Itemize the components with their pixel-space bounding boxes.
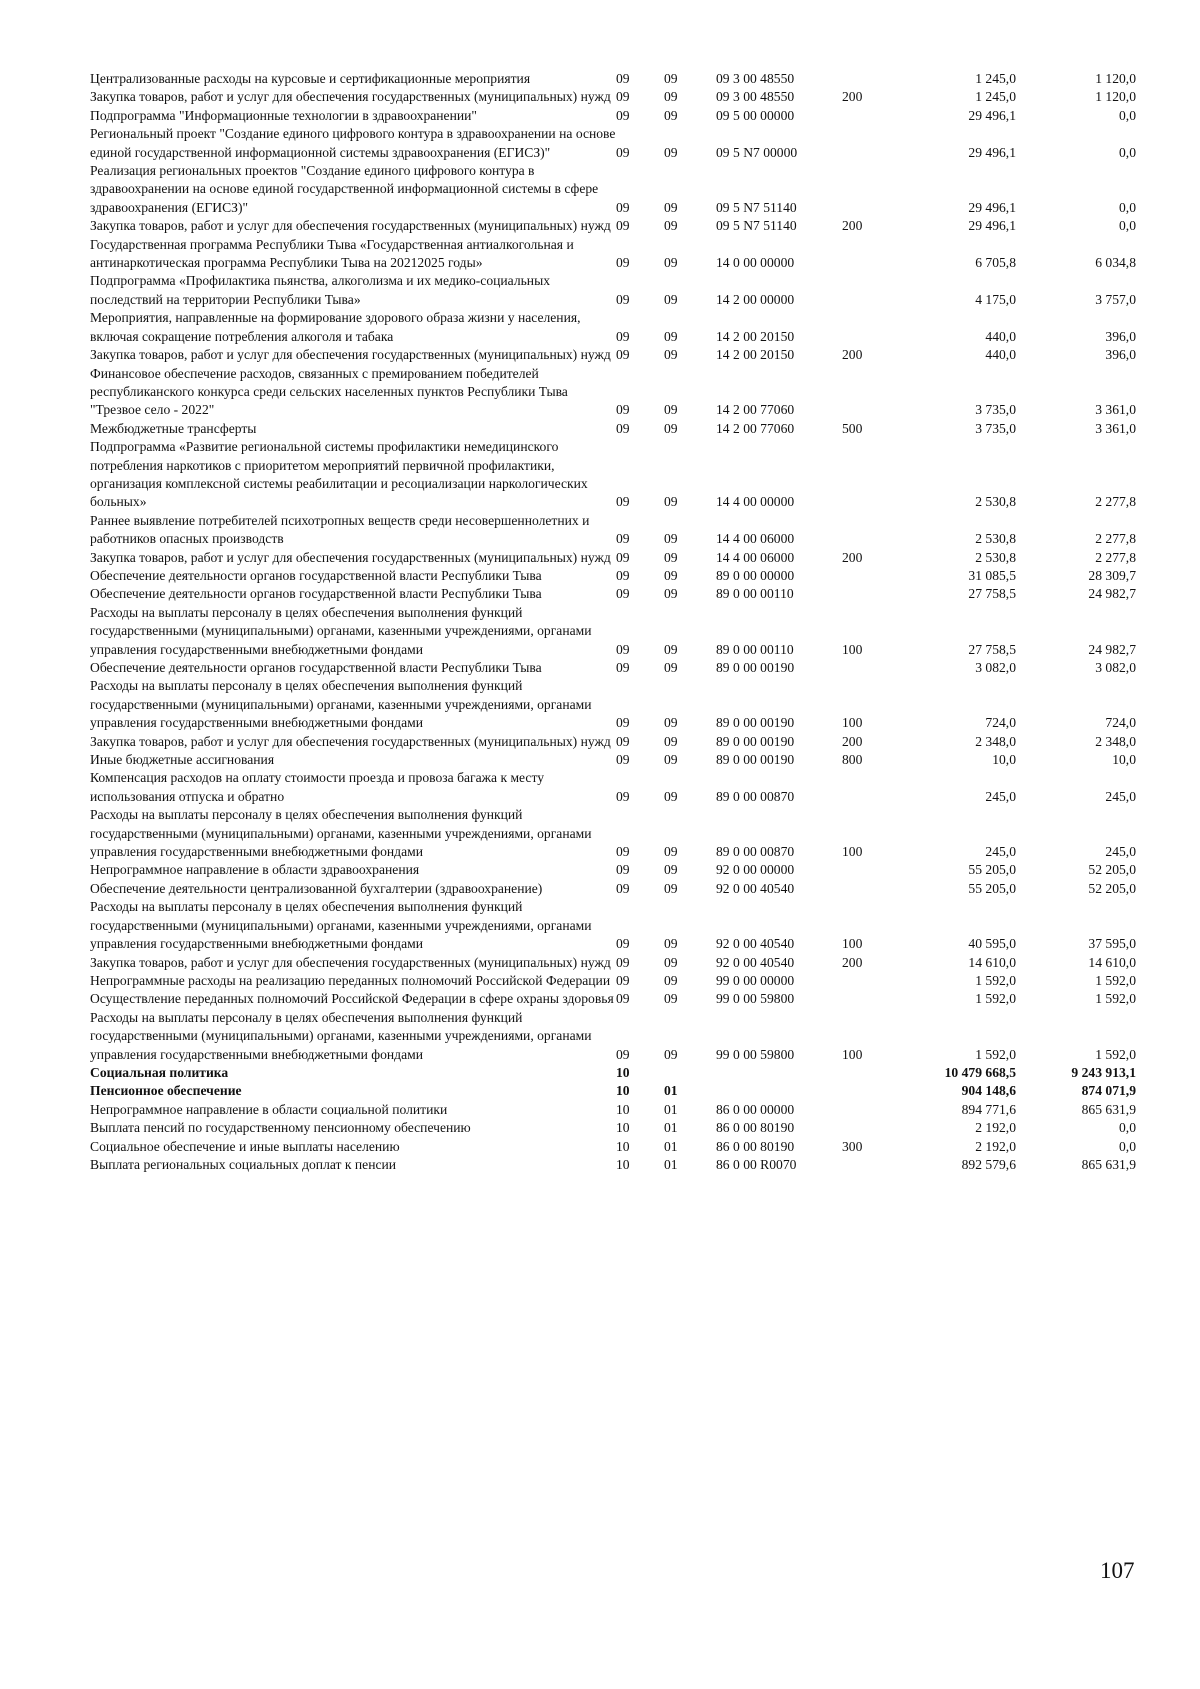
row-subsection: 09 [664, 586, 678, 602]
row-name: Выплата региональных социальных доплат к пенсии [90, 1156, 397, 1172]
row-expense-type [842, 365, 896, 420]
table-row [90, 309, 1136, 346]
row-section: 10 [616, 1138, 630, 1154]
row-target-article: 89 0 00 00190 [716, 752, 795, 768]
table-row [90, 420, 1136, 438]
row-amount-year-2: 3 361,0 [1095, 420, 1136, 436]
row-name: Финансовое обеспечение расходов, связанных с премированием победителей республиканского конкурса среди сельских населенных пунктов Республики Тыва "Трезвое село - 2022" [90, 365, 568, 418]
row-target-article [716, 1064, 842, 1082]
row-name: Расходы на выплаты персоналу в целях обеспечения выполнения функций государственными (муниципальными) органами, казенными учреждениями, органами управления государственными внебюджетными фондами [90, 807, 592, 860]
row-amount-year-1: 29 496,1 [968, 218, 1016, 234]
row-subsection: 01 [664, 1083, 678, 1099]
row-expense-type [842, 125, 896, 162]
row-amount-year-2: 3 757,0 [1095, 291, 1136, 307]
table-row [90, 365, 1136, 420]
row-amount-year-1: 27 758,5 [968, 586, 1016, 602]
row-amount-year-2: 52 205,0 [1088, 880, 1136, 896]
row-name: Закупка товаров, работ и услуг для обеспечения государственных (муниципальных) нужд [90, 733, 611, 749]
row-name: Непрограммное направление в области социальной политики [90, 1101, 448, 1117]
row-expense-type: 200 [842, 218, 863, 234]
row-amount-year-1: 440,0 [985, 347, 1016, 363]
row-target-article: 14 2 00 77060 [716, 420, 795, 436]
row-name: Закупка товаров, работ и услуг для обеспечения государственных (муниципальных) нужд [90, 954, 611, 970]
row-target-article: 09 5 N7 00000 [716, 144, 798, 160]
row-amount-year-1: 2 530,8 [975, 494, 1016, 510]
row-name: Расходы на выплаты персоналу в целях обеспечения выполнения функций государственными (муниципальными) органами, казенными учреждениями, органами управления государственными внебюджетными фондами [90, 899, 592, 952]
row-amount-year-2: 10,0 [1112, 752, 1136, 768]
table-row [90, 162, 1136, 217]
row-subsection [664, 1064, 716, 1082]
row-subsection: 09 [664, 402, 678, 418]
row-amount-year-1: 6 705,8 [975, 255, 1016, 271]
row-expense-type: 200 [842, 549, 863, 565]
table-row [90, 604, 1136, 659]
row-name: Расходы на выплаты персоналу в целях обеспечения выполнения функций государственными (муниципальными) органами, казенными учреждениями, органами управления государственными внебюджетными фондами [90, 678, 592, 731]
row-amount-year-1: 724,0 [985, 715, 1016, 731]
row-amount-year-2: 2 277,8 [1095, 494, 1136, 510]
row-expense-type [842, 438, 896, 512]
row-subsection: 09 [664, 752, 678, 768]
row-subsection: 09 [664, 660, 678, 675]
row-amount-year-1: 3 735,0 [975, 402, 1016, 418]
row-target-article: 89 0 00 00190 [716, 660, 795, 675]
table-row [90, 70, 1136, 88]
row-name: Социальная политика [90, 1064, 229, 1080]
row-expense-type [842, 1101, 896, 1119]
row-expense-type [842, 272, 896, 309]
table-row [90, 107, 1136, 125]
row-amount-year-2: 1 120,0 [1095, 89, 1136, 105]
row-expense-type [842, 236, 896, 273]
table-row [90, 236, 1136, 273]
row-subsection: 09 [664, 347, 678, 363]
table-row [90, 217, 1136, 235]
row-subsection: 09 [664, 862, 678, 878]
row-amount-year-2: 24 982,7 [1088, 641, 1136, 657]
row-amount-year-2: 24 982,7 [1088, 586, 1136, 602]
row-amount-year-1: 2 348,0 [975, 733, 1016, 749]
row-expense-type: 200 [842, 733, 863, 749]
row-amount-year-2: 2 277,8 [1095, 531, 1136, 547]
row-section: 09 [616, 844, 630, 860]
row-section: 09 [616, 641, 630, 657]
row-amount-year-1: 40 595,0 [968, 936, 1016, 952]
row-amount-year-1: 27 758,5 [968, 641, 1016, 657]
row-section: 09 [616, 107, 630, 123]
row-amount-year-2: 0,0 [1119, 1138, 1136, 1154]
row-expense-type [842, 990, 896, 1008]
table-row [90, 1101, 1136, 1119]
row-target-article: 14 4 00 06000 [716, 531, 795, 547]
row-target-article: 89 0 00 00110 [716, 586, 794, 602]
row-section: 10 [616, 1156, 630, 1172]
row-amount-year-1: 2 530,8 [975, 531, 1016, 547]
row-expense-type [842, 1119, 896, 1137]
row-amount-year-1: 4 175,0 [975, 291, 1016, 307]
row-target-article: 09 3 00 48550 [716, 71, 795, 86]
row-section: 09 [616, 991, 630, 1007]
row-section: 09 [616, 549, 630, 565]
row-amount-year-1: 904 148,6 [961, 1083, 1016, 1099]
row-expense-type [842, 1064, 896, 1082]
row-target-article: 89 0 00 00870 [716, 788, 795, 804]
row-amount-year-2: 28 309,7 [1088, 567, 1136, 583]
row-target-article [716, 1082, 842, 1100]
row-name: Расходы на выплаты персоналу в целях обеспечения выполнения функций государственными (муниципальными) органами, казенными учреждениями, органами управления государственными внебюджетными фондами [90, 1009, 592, 1062]
row-target-article: 89 0 00 00870 [716, 844, 795, 860]
row-amount-year-1: 10 479 668,5 [944, 1064, 1016, 1080]
row-target-article: 92 0 00 00000 [716, 862, 795, 878]
row-expense-type: 100 [842, 844, 863, 860]
table-row [90, 880, 1136, 898]
row-subsection: 01 [664, 1138, 678, 1154]
table-row [90, 549, 1136, 567]
row-name: Расходы на выплаты персоналу в целях обеспечения выполнения функций государственными (муниципальными) органами, казенными учреждениями, органами управления государственными внебюджетными фондами [90, 604, 592, 657]
row-name: Раннее выявление потребителей психотропных веществ среди несовершеннолетних и работников опасных производств [90, 512, 590, 547]
row-subsection: 09 [664, 328, 678, 344]
row-section: 09 [616, 347, 630, 363]
row-amount-year-1: 245,0 [985, 844, 1016, 860]
row-target-article: 14 0 00 00000 [716, 255, 795, 271]
row-target-article: 99 0 00 00000 [716, 972, 795, 988]
row-section: 09 [616, 715, 630, 731]
table-row [90, 769, 1136, 806]
row-name: Выплата пенсий по государственному пенсионному обеспечению [90, 1120, 471, 1136]
row-amount-year-2: 1 120,0 [1095, 71, 1136, 86]
row-section: 09 [616, 586, 630, 602]
row-amount-year-1: 2 530,8 [975, 549, 1016, 565]
row-name: Закупка товаров, работ и услуг для обеспечения государственных (муниципальных) нужд [90, 549, 611, 565]
row-section: 10 [616, 1101, 630, 1117]
row-amount-year-2: 245,0 [1105, 844, 1136, 860]
row-section: 09 [616, 144, 630, 160]
row-target-article: 89 0 00 00190 [716, 715, 795, 731]
row-subsection: 09 [664, 89, 678, 105]
table-row [90, 567, 1136, 585]
row-amount-year-1: 2 192,0 [975, 1120, 1016, 1136]
row-amount-year-1: 29 496,1 [968, 107, 1016, 123]
row-expense-type: 100 [842, 1046, 863, 1062]
row-target-article: 14 2 00 77060 [716, 402, 795, 418]
row-expense-type [842, 972, 896, 990]
row-section: 09 [616, 199, 630, 215]
row-amount-year-1: 1 592,0 [975, 972, 1016, 988]
row-subsection: 09 [664, 844, 678, 860]
row-target-article: 99 0 00 59800 [716, 991, 795, 1007]
row-amount-year-2: 396,0 [1105, 328, 1136, 344]
row-section: 09 [616, 402, 630, 418]
row-expense-type: 300 [842, 1138, 863, 1154]
row-name: Государственная программа Республики Тыва «Государственная антиалкогольная и антинаркотическая программа Республики Тыва на 20212025 годы» [90, 236, 574, 271]
row-name: Реализация региональных проектов "Создание единого цифрового контура в здравоохранении на основе единой государственной информационной системы в сфере здравоохранения (ЕГИСЗ)" [90, 163, 599, 215]
row-amount-year-2: 865 631,9 [1081, 1156, 1136, 1172]
row-name: Обеспечение деятельности централизованной бухгалтерии (здравоохранение) [90, 880, 543, 896]
row-amount-year-2: 3 082,0 [1095, 660, 1136, 675]
row-section: 09 [616, 880, 630, 896]
row-expense-type: 100 [842, 715, 863, 731]
row-expense-type: 200 [842, 954, 863, 970]
row-amount-year-2: 1 592,0 [1095, 991, 1136, 1007]
row-section: 10 [616, 1064, 630, 1080]
row-subsection: 09 [664, 199, 678, 215]
row-target-article: 09 5 N7 51140 [716, 199, 797, 215]
row-section: 09 [616, 531, 630, 547]
row-subsection: 09 [664, 641, 678, 657]
row-subsection: 09 [664, 715, 678, 731]
row-amount-year-1: 245,0 [985, 788, 1016, 804]
table-row [90, 585, 1136, 603]
table-row [90, 1064, 1136, 1082]
row-amount-year-2: 0,0 [1119, 218, 1136, 234]
row-subsection: 09 [664, 218, 678, 234]
row-name: Межбюджетные трансферты [90, 420, 257, 436]
row-name: Иные бюджетные ассигнования [90, 752, 275, 768]
row-expense-type [842, 659, 896, 677]
row-amount-year-1: 894 771,6 [961, 1101, 1016, 1117]
row-amount-year-2: 1 592,0 [1095, 972, 1136, 988]
row-target-article: 89 0 00 00190 [716, 733, 795, 749]
table-row [90, 1138, 1136, 1156]
row-section: 09 [616, 1046, 630, 1062]
row-section: 09 [616, 567, 630, 583]
table-row [90, 1119, 1136, 1137]
row-section: 09 [616, 328, 630, 344]
row-subsection: 09 [664, 531, 678, 547]
row-amount-year-1: 29 496,1 [968, 199, 1016, 215]
table-row [90, 346, 1136, 364]
row-name: Региональный проект "Создание единого цифрового контура в здравоохранении на основе единой государственной информационной системы здравоохранения (ЕГИСЗ)" [90, 126, 616, 160]
table-row [90, 954, 1136, 972]
budget-table [90, 70, 1136, 1174]
row-target-article: 92 0 00 40540 [716, 936, 795, 952]
row-subsection: 09 [664, 991, 678, 1007]
table-row [90, 512, 1136, 549]
row-amount-year-2: 865 631,9 [1081, 1101, 1136, 1117]
table-row [90, 990, 1136, 1008]
table-row [90, 898, 1136, 953]
row-name: Обеспечение деятельности органов государственной власти Республики Тыва [90, 586, 542, 602]
row-subsection: 09 [664, 549, 678, 565]
row-section: 10 [616, 1120, 630, 1136]
row-expense-type: 200 [842, 89, 863, 105]
row-expense-type: 100 [842, 936, 863, 952]
row-section: 09 [616, 218, 630, 234]
row-amount-year-1: 3 082,0 [975, 660, 1016, 675]
row-subsection: 01 [664, 1120, 678, 1136]
row-subsection: 09 [664, 567, 678, 583]
row-amount-year-2: 3 361,0 [1095, 402, 1136, 418]
row-section: 09 [616, 255, 630, 271]
row-subsection: 09 [664, 494, 678, 510]
row-subsection: 01 [664, 1156, 678, 1172]
row-amount-year-1: 440,0 [985, 328, 1016, 344]
row-target-article: 14 4 00 00000 [716, 494, 795, 510]
row-name: Закупка товаров, работ и услуг для обеспечения государственных (муниципальных) нужд [90, 89, 611, 105]
row-expense-type: 800 [842, 752, 863, 768]
row-amount-year-2: 724,0 [1105, 715, 1136, 731]
row-amount-year-2: 37 595,0 [1088, 936, 1136, 952]
row-name: Социальное обеспечение и иные выплаты населению [90, 1138, 400, 1154]
row-section: 10 [616, 1083, 630, 1099]
row-expense-type [842, 880, 896, 898]
row-amount-year-2: 245,0 [1105, 788, 1136, 804]
row-amount-year-2: 9 243 913,1 [1071, 1064, 1136, 1080]
row-expense-type [842, 1082, 896, 1100]
table-row [90, 861, 1136, 879]
row-section: 09 [616, 291, 630, 307]
table-row [90, 972, 1136, 990]
table-row [90, 1082, 1136, 1100]
row-expense-type [842, 861, 896, 879]
row-subsection: 09 [664, 880, 678, 896]
row-name: Обеспечение деятельности органов государственной власти Республики Тыва [90, 567, 542, 583]
row-section: 09 [616, 660, 630, 675]
row-amount-year-2: 2 277,8 [1095, 549, 1136, 565]
row-target-article: 14 2 00 20150 [716, 347, 795, 363]
row-name: Непрограммное направление в области здравоохранения [90, 862, 420, 878]
row-amount-year-2: 6 034,8 [1095, 255, 1136, 271]
table-row [90, 1156, 1136, 1174]
row-subsection: 09 [664, 291, 678, 307]
row-name: Закупка товаров, работ и услуг для обеспечения государственных (муниципальных) нужд [90, 218, 611, 234]
row-subsection: 09 [664, 107, 678, 123]
row-subsection: 09 [664, 788, 678, 804]
row-target-article: 89 0 00 00000 [716, 567, 795, 583]
row-target-article: 09 5 00 00000 [716, 107, 795, 123]
row-subsection: 09 [664, 420, 678, 436]
row-amount-year-1: 1 592,0 [975, 1046, 1016, 1062]
row-target-article: 86 0 00 00000 [716, 1101, 795, 1117]
row-name: Осуществление переданных полномочий Российской Федерации в сфере охраны здоровья [90, 991, 614, 1007]
row-amount-year-2: 1 592,0 [1095, 1046, 1136, 1062]
row-amount-year-2: 0,0 [1119, 1120, 1136, 1136]
row-amount-year-2: 52 205,0 [1088, 862, 1136, 878]
page-number: 107 [1100, 1558, 1135, 1583]
table-row [90, 88, 1136, 106]
row-subsection: 09 [664, 972, 678, 988]
row-amount-year-2: 0,0 [1119, 144, 1136, 160]
row-name: Подпрограмма "Информационные технологии в здравоохранении" [90, 107, 477, 123]
row-target-article: 89 0 00 00110 [716, 641, 794, 657]
row-section: 09 [616, 788, 630, 804]
row-section: 09 [616, 862, 630, 878]
table-row [90, 677, 1136, 732]
row-expense-type: 100 [842, 641, 863, 657]
row-target-article: 14 4 00 06000 [716, 549, 795, 565]
row-name: Пенсионное обеспечение [90, 1083, 242, 1099]
row-section: 09 [616, 420, 630, 436]
row-subsection: 09 [664, 71, 678, 86]
row-subsection: 09 [664, 255, 678, 271]
row-section: 09 [616, 89, 630, 105]
row-amount-year-1: 1 592,0 [975, 991, 1016, 1007]
row-expense-type [842, 1156, 896, 1174]
row-expense-type [842, 585, 896, 603]
row-target-article: 14 2 00 20150 [716, 328, 795, 344]
table-row [90, 733, 1136, 751]
row-amount-year-1: 2 192,0 [975, 1138, 1016, 1154]
row-name: Подпрограмма «Профилактика пьянства, алкоголизма и их медико-социальных последствий на территории Республики Тыва» [90, 273, 551, 307]
row-amount-year-1: 1 245,0 [975, 89, 1016, 105]
row-name: Непрограммные расходы на реализацию переданных полномочий Российской Федерации [90, 972, 611, 988]
row-target-article: 92 0 00 40540 [716, 880, 795, 896]
table-row [90, 659, 1136, 677]
row-target-article: 09 5 N7 51140 [716, 218, 797, 234]
row-amount-year-2: 0,0 [1119, 199, 1136, 215]
row-subsection: 09 [664, 733, 678, 749]
row-amount-year-1: 14 610,0 [968, 954, 1016, 970]
row-section: 09 [616, 936, 630, 952]
row-target-article: 99 0 00 59800 [716, 1046, 795, 1062]
row-section: 09 [616, 752, 630, 768]
table-row [90, 438, 1136, 512]
row-name: Закупка товаров, работ и услуг для обеспечения государственных (муниципальных) нужд [90, 347, 611, 363]
row-amount-year-1: 3 735,0 [975, 420, 1016, 436]
row-amount-year-1: 31 085,5 [968, 567, 1016, 583]
table-row [90, 806, 1136, 861]
row-amount-year-1: 892 579,6 [961, 1156, 1016, 1172]
row-amount-year-1: 55 205,0 [968, 862, 1016, 878]
row-expense-type: 500 [842, 420, 863, 436]
row-target-article: 92 0 00 40540 [716, 954, 795, 970]
row-amount-year-1: 10,0 [992, 752, 1016, 768]
row-target-article: 14 2 00 00000 [716, 291, 795, 307]
table-row [90, 1009, 1136, 1064]
row-expense-type [842, 107, 896, 125]
row-section: 09 [616, 733, 630, 749]
row-amount-year-1: 1 245,0 [975, 71, 1016, 86]
row-subsection: 09 [664, 144, 678, 160]
row-amount-year-2: 396,0 [1105, 347, 1136, 363]
row-subsection: 01 [664, 1101, 678, 1117]
row-subsection: 09 [664, 1046, 678, 1062]
row-amount-year-2: 14 610,0 [1088, 954, 1136, 970]
row-amount-year-2: 874 071,9 [1081, 1083, 1136, 1099]
row-subsection: 09 [664, 954, 678, 970]
row-expense-type [842, 769, 896, 806]
table-row [90, 125, 1136, 162]
row-name: Обеспечение деятельности органов государственной власти Республики Тыва [90, 660, 542, 675]
row-target-article: 86 0 00 80190 [716, 1120, 795, 1136]
row-expense-type: 200 [842, 347, 863, 363]
row-section: 09 [616, 494, 630, 510]
row-expense-type [842, 567, 896, 585]
row-amount-year-2: 0,0 [1119, 107, 1136, 123]
row-subsection: 09 [664, 936, 678, 952]
row-expense-type [842, 309, 896, 346]
row-name: Компенсация расходов на оплату стоимости проезда и провоза багажа к месту использования отпуска и обратно [90, 770, 545, 804]
row-expense-type [842, 162, 896, 217]
row-name: Мероприятия, направленные на формирование здорового образа жизни у населения, включая сокращение потребления алкоголя и табака [90, 310, 581, 344]
budget-table-body [90, 70, 1136, 1174]
row-target-article: 86 0 00 80190 [716, 1138, 795, 1154]
row-expense-type [842, 512, 896, 549]
row-section: 09 [616, 972, 630, 988]
row-amount-year-1: 55 205,0 [968, 880, 1016, 896]
row-target-article: 86 0 00 R0070 [716, 1156, 797, 1172]
table-row [90, 272, 1136, 309]
row-target-article: 09 3 00 48550 [716, 89, 795, 105]
row-amount-year-2: 2 348,0 [1095, 733, 1136, 749]
row-amount-year-1: 29 496,1 [968, 144, 1016, 160]
row-section: 09 [616, 71, 630, 86]
row-section: 09 [616, 954, 630, 970]
row-name: Централизованные расходы на курсовые и сертификационные мероприятия [90, 71, 531, 86]
table-row [90, 751, 1136, 769]
row-name: Подпрограмма «Развитие региональной системы профилактики немедицинского потребления наркотиков с приоритетом мероприятий первичной профилактики, организация комплексной системы реабилитации и ресоциализации наркологических больных» [90, 439, 588, 510]
row-expense-type [842, 70, 896, 88]
